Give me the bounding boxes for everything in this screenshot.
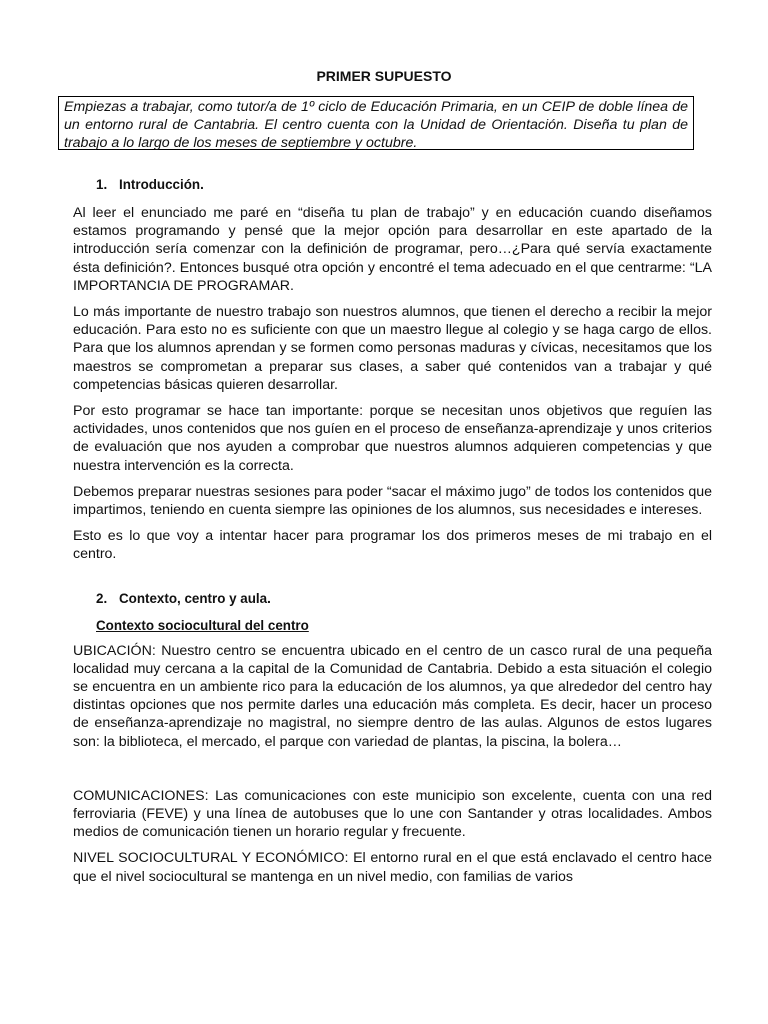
- assignment-prompt-box: [58, 96, 694, 150]
- section-title: Introducción.: [119, 177, 204, 192]
- section-heading-contexto: [96, 590, 712, 608]
- section-title: Contexto, centro y aula.: [119, 590, 271, 606]
- body-paragraph: COMUNICACIONES: Las comunicaciones con este municipio son excelente, cuenta con una red ferroviaria (FEVE) y una línea de autobuses que lo une con Santander y otras localidades. Ambos medios de comunicación tienen un horario regular y frecuente.: [73, 787, 712, 841]
- body-paragraph: Debemos preparar nuestras sesiones para poder “sacar el máximo jugo” de todos los contenidos que impartimos, teniendo en cuenta siempre las opiniones de los alumnos, sus necesidades e intereses.: [73, 483, 712, 519]
- subsection-heading: Contexto sociocultural del centro: [96, 617, 309, 633]
- body-paragraph: NIVEL SOCIOCULTURAL Y ECONÓMICO: El entorno rural en el que está enclavado el centro hace que el nivel sociocultural se mantenga en un nivel medio, con familias de varios: [73, 850, 712, 885]
- body-paragraph: Esto es lo que voy a intentar hacer para programar los dos primeros meses de mi trabajo en el centro.: [73, 528, 712, 563]
- assignment-prompt-text: Empiezas a trabajar, como tutor/a de 1º ciclo de Educación Primaria, en un CEIP de doble línea de un entorno rural de Cantabria. El centro cuenta con la Unidad de Orientación. Diseña tu plan de trabajo a lo largo de los meses de septiembre y octubre.: [64, 99, 688, 151]
- body-paragraph: Lo más importante de nuestro trabajo son nuestros alumnos, que tienen el derecho a recibir la mejor educación. Para esto no es suficiente con que un maestro llegue al colegio y se haga cargo de ellos. Para que los alumnos aprendan y se formen como personas maduras y cívicas, necesitamos que los maestros se comprometan a preparar sus clases, a saber qué contenidos van a trabajar y qué competencias básicas quieren desarrollar.: [73, 304, 712, 393]
- section-number: 2.: [96, 590, 108, 606]
- section-number: 1.: [96, 177, 108, 192]
- body-paragraph: UBICACIÓN: Nuestro centro se encuentra ubicado en el centro de un casco rural de una pequeña localidad muy cercana a la capital de la Comunidad de Cantabria. Debido a esta situación el colegio se encuentra en un ambiente rico para la educación de los alumnos, ya que alrededor del centro hay distintas opciones que nos permite darles una educación más completa. Es decir, hacer un proceso de enseñanza-aprendizaje no magistral, no siempre dentro de las aulas. Algunos de estos lugares son: la biblioteca, el mercado, el parque con variedad de plantas, la piscina, la bolera…: [73, 642, 712, 750]
- body-paragraph: Al leer el enunciado me paré en “diseña tu plan de trabajo” y en educación cuando diseñamos estamos programando y pensé que la mejor opción para desarrollar en este apartado de la introducción sería comenzar con la definición de programar, pero…¿Para qué servía exactamente ésta definición?. Entonces busqué otra opción y encontré el tema adecuado en el que centrarme: “LA IMPORTANCIA DE PROGRAMAR.: [73, 205, 712, 294]
- section-heading-introduccion: [96, 176, 712, 194]
- body-paragraph: Por esto programar se hace tan importante: porque se necesitan unos objetivos que reguíen las actividades, unos contenidos que nos guíen en el proceso de enseñanza-aprendizaje y unos criterios de evaluación que nos ayuden a comprobar que nuestros alumnos adquieren competencias y que nuestra intervención es la correcta.: [73, 403, 712, 474]
- document-body: [73, 176, 712, 894]
- document-title: PRIMER SUPUESTO: [316, 68, 452, 84]
